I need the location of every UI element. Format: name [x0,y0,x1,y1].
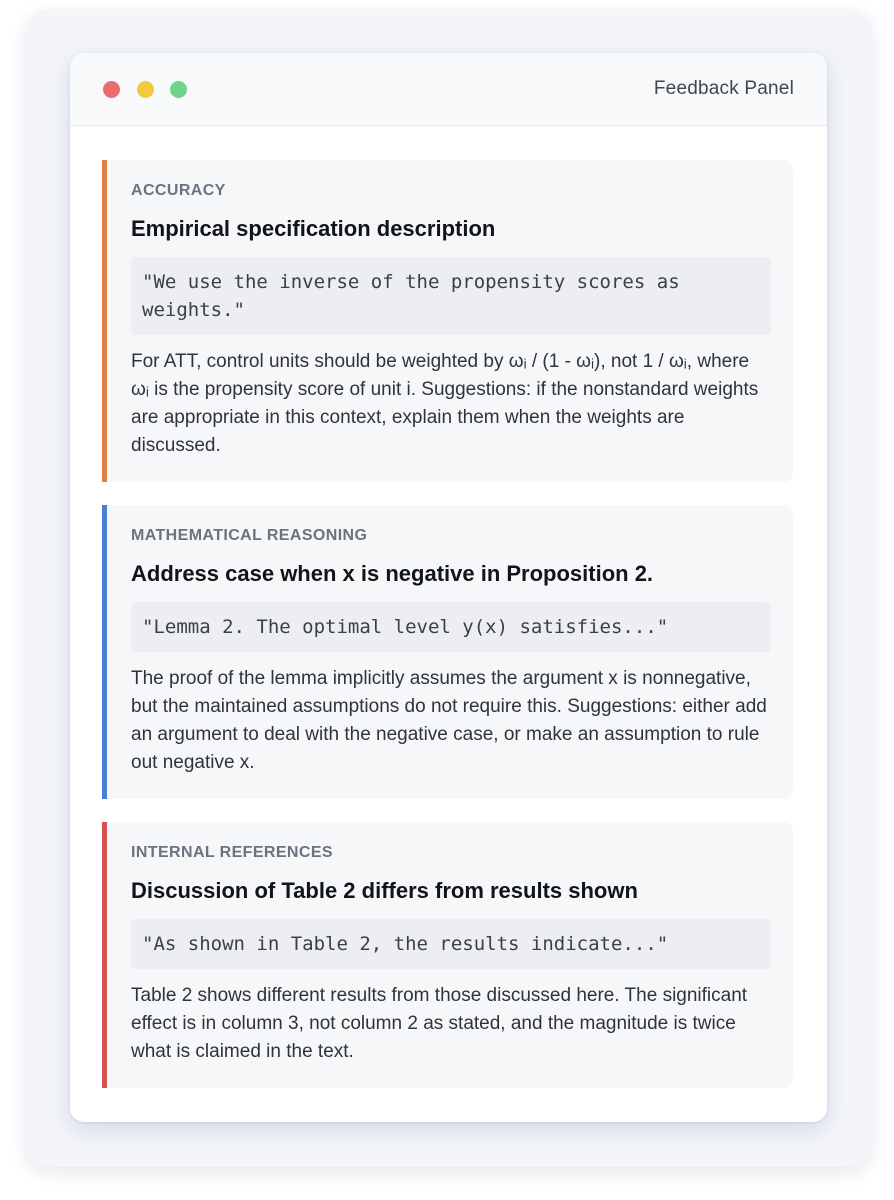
card-category: INTERNAL REFERENCES [131,844,333,861]
card-accent-bar [102,822,107,1088]
feedback-window [70,53,827,1122]
card-heading: Empirical specification description [131,216,496,241]
card-body: Table 2 shows different results from those discussed here. The significant effect is in column 3, not column 2 as stated, and the magnitude is twice what is claimed in the text. [131,985,748,1062]
maximize-window-button[interactable] [170,81,187,98]
feedback-card-internal-references [102,822,793,1088]
close-window-button[interactable] [103,81,120,98]
card-body: The proof of the lemma implicitly assumes the argument x is nonnegative, but the maintained assumptions do not require this. Suggestions: either add an argument to deal with the negative case, or make an assumption to rule out negative x. [131,668,767,773]
card-body: For ATT, control units should be weighted by ωᵢ / (1 - ωᵢ), not 1 / ωᵢ, where ωᵢ is the propensity score of unit i. Suggestions: if the nonstandard weights are appropriate in this context, explain them when the weights are discussed. [131,351,759,456]
card-category: ACCURACY [131,182,226,199]
minimize-window-button[interactable] [137,81,154,98]
feedback-card-accuracy [102,160,793,482]
title-bar [70,53,827,126]
card-quote: "Lemma 2. The optimal level y(x) satisfies..." [131,602,771,652]
card-accent-bar [102,160,107,482]
card-heading: Discussion of Table 2 differs from results shown [131,878,638,903]
card-accent-bar [102,505,107,799]
window-title: Feedback Panel [653,78,794,99]
card-heading: Address case when x is negative in Proposition 2. [131,561,654,586]
card-category: MATHEMATICAL REASONING [131,527,368,544]
feedback-card-mathematical-reasoning [102,505,793,799]
card-quote: "We use the inverse of the propensity scores as weights." [131,257,771,335]
card-quote: "As shown in Table 2, the results indicate..." [131,919,771,969]
